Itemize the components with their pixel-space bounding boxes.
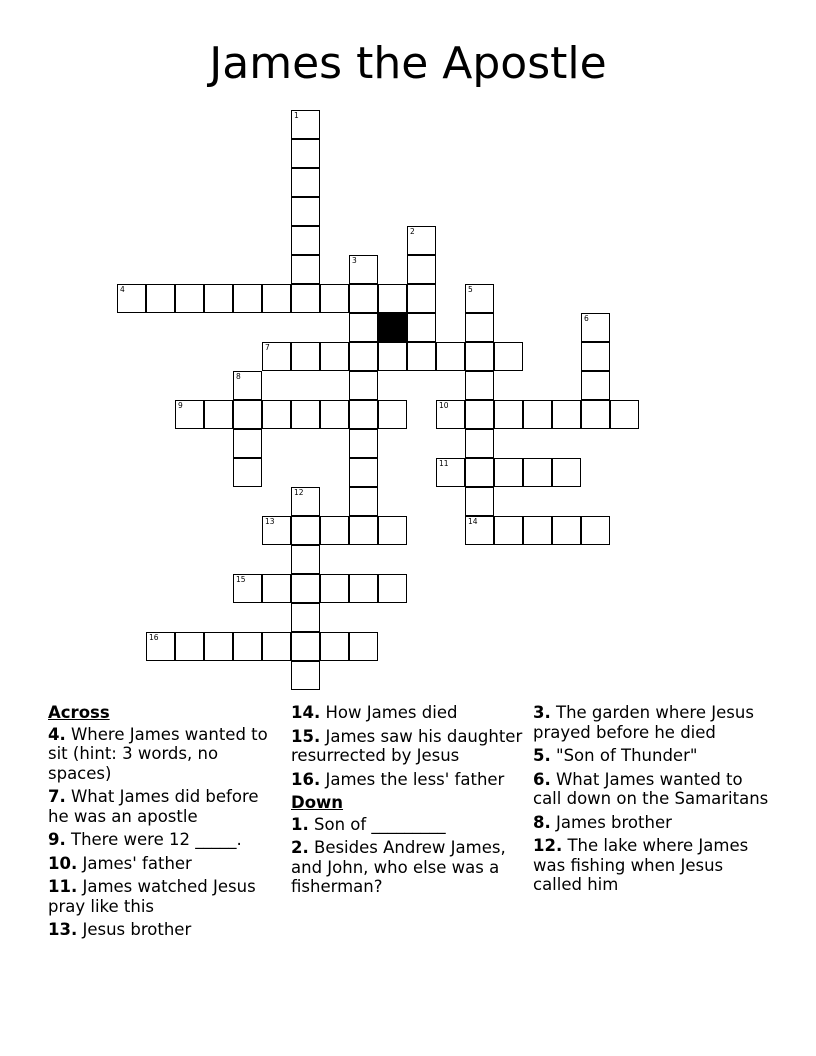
- grid-cell[interactable]: [349, 632, 378, 661]
- clues-column-1: [48, 703, 280, 944]
- across-clue-list: [48, 725, 280, 940]
- grid-cell[interactable]: [378, 342, 407, 371]
- grid-cell[interactable]: [349, 255, 378, 284]
- grid-cell[interactable]: [494, 516, 523, 545]
- grid-cell[interactable]: [320, 342, 349, 371]
- clue-item: [291, 815, 523, 835]
- grid-cell[interactable]: [204, 632, 233, 661]
- grid-cell[interactable]: [407, 284, 436, 313]
- grid-cell[interactable]: [146, 632, 175, 661]
- clue-text: Besides Andrew James, and John, who else was a fisherman?: [291, 838, 506, 896]
- grid-cell[interactable]: [465, 371, 494, 400]
- grid-cell[interactable]: [291, 284, 320, 313]
- clue-item: [48, 854, 280, 874]
- clue-text: James brother: [550, 812, 672, 832]
- grid-cell[interactable]: [378, 516, 407, 545]
- down-clue-list: [291, 815, 523, 897]
- clue-item: [291, 838, 523, 897]
- grid-cell[interactable]: [465, 284, 494, 313]
- grid-cell[interactable]: [320, 632, 349, 661]
- grid-cell[interactable]: [291, 342, 320, 371]
- grid-cell[interactable]: [407, 313, 436, 342]
- grid-block-cell: [378, 313, 407, 342]
- grid-cell[interactable]: [291, 400, 320, 429]
- grid-cell[interactable]: [320, 284, 349, 313]
- grid-cell[interactable]: [320, 516, 349, 545]
- grid-cell[interactable]: [610, 400, 639, 429]
- grid-cell[interactable]: [436, 458, 465, 487]
- clue-number: 1: [294, 111, 299, 120]
- grid-cell[interactable]: [291, 574, 320, 603]
- grid-cell[interactable]: [407, 342, 436, 371]
- clue-number: 2: [410, 227, 415, 236]
- grid-cell[interactable]: [552, 400, 581, 429]
- clue-text: How James died: [320, 703, 458, 722]
- grid-cell[interactable]: [233, 632, 262, 661]
- grid-cell[interactable]: [320, 574, 349, 603]
- clue-number-label: 5.: [533, 746, 551, 765]
- grid-cell[interactable]: [581, 313, 610, 342]
- clue-item: [291, 727, 523, 766]
- across-heading: Across: [48, 703, 110, 722]
- grid-cell[interactable]: [233, 371, 262, 400]
- clue-number: 10: [439, 401, 449, 410]
- grid-cell[interactable]: [552, 516, 581, 545]
- clue-text: "Son of Thunder": [550, 746, 698, 765]
- clue-number-label: 9.: [48, 830, 66, 849]
- clue-item: [48, 830, 280, 850]
- grid-cell[interactable]: [494, 342, 523, 371]
- clue-item: [48, 877, 280, 916]
- grid-cell[interactable]: [262, 516, 291, 545]
- clue-number: 4: [120, 285, 125, 294]
- grid-cell[interactable]: [349, 284, 378, 313]
- clue-number-label: 13.: [48, 920, 78, 939]
- grid-cell[interactable]: [581, 516, 610, 545]
- grid-cell[interactable]: [465, 342, 494, 371]
- grid-cell[interactable]: [233, 284, 262, 313]
- down-heading: Down: [291, 793, 344, 812]
- across-clue-list-continued: [291, 703, 523, 789]
- clue-item: [533, 770, 773, 809]
- grid-cell[interactable]: [233, 429, 262, 458]
- grid-cell[interactable]: [349, 574, 378, 603]
- clue-item: [48, 725, 280, 784]
- clue-item: [291, 770, 523, 790]
- grid-cell[interactable]: [262, 284, 291, 313]
- grid-cell[interactable]: [349, 342, 378, 371]
- grid-cell[interactable]: [465, 458, 494, 487]
- clue-item: [48, 787, 280, 826]
- grid-cell[interactable]: [233, 574, 262, 603]
- grid-cell[interactable]: [465, 516, 494, 545]
- clue-item: [291, 703, 523, 723]
- clue-number: 11: [439, 459, 449, 468]
- clue-number: 7: [265, 343, 270, 352]
- clue-number-label: 12.: [533, 836, 563, 855]
- grid-cell[interactable]: [523, 516, 552, 545]
- grid-cell[interactable]: [233, 400, 262, 429]
- grid-cell[interactable]: [349, 516, 378, 545]
- grid-cell[interactable]: [262, 400, 291, 429]
- grid-cell[interactable]: [291, 168, 320, 197]
- grid-cell[interactable]: [291, 516, 320, 545]
- clue-number-label: 16.: [291, 769, 321, 789]
- down-clue-list-continued: [533, 703, 773, 895]
- grid-cell[interactable]: [204, 400, 233, 429]
- clue-item: [533, 836, 773, 895]
- grid-cell[interactable]: [146, 284, 175, 313]
- clue-number: 8: [236, 372, 241, 381]
- clue-number: 12: [294, 488, 304, 497]
- clue-number-label: 7.: [48, 787, 66, 806]
- clue-number: 3: [352, 256, 357, 265]
- clue-text: Jesus brother: [77, 920, 192, 939]
- clue-number-label: 11.: [48, 877, 78, 896]
- grid-cell[interactable]: [291, 139, 320, 168]
- clue-number-label: 10.: [48, 853, 78, 873]
- clue-number: 6: [584, 314, 589, 323]
- grid-cell[interactable]: [262, 574, 291, 603]
- clue-number-label: 4.: [48, 724, 66, 744]
- grid-cell[interactable]: [233, 458, 262, 487]
- clue-number: 5: [468, 285, 473, 294]
- grid-cell[interactable]: [117, 284, 146, 313]
- grid-cell[interactable]: [291, 487, 320, 516]
- clue-text: Son of _________: [308, 814, 446, 834]
- clue-text: What James wanted to call down on the Samaritans: [533, 769, 769, 808]
- grid-cell[interactable]: [291, 545, 320, 574]
- grid-cell[interactable]: [523, 458, 552, 487]
- clue-number-label: 2.: [291, 838, 309, 857]
- clue-number-label: 1.: [291, 814, 309, 834]
- clue-item: [533, 746, 773, 766]
- grid-cell[interactable]: [349, 429, 378, 458]
- clue-text: James the less' father: [320, 769, 505, 789]
- clue-text: What James did before he was an apostle: [48, 787, 259, 826]
- grid-cell[interactable]: [436, 342, 465, 371]
- clue-item: [48, 920, 280, 940]
- clue-text: James' father: [77, 853, 192, 873]
- grid-cell[interactable]: [378, 400, 407, 429]
- grid-cell[interactable]: [204, 284, 233, 313]
- clues-column-3: [533, 703, 773, 899]
- grid-cell[interactable]: [175, 400, 204, 429]
- grid-cell[interactable]: [581, 342, 610, 371]
- clue-item: [533, 703, 773, 742]
- grid-cell[interactable]: [291, 661, 320, 690]
- clue-number: 16: [149, 633, 159, 642]
- grid-cell[interactable]: [465, 400, 494, 429]
- clue-text: The garden where Jesus prayed before he died: [533, 703, 754, 742]
- clue-item: [533, 813, 773, 833]
- grid-cell[interactable]: [349, 400, 378, 429]
- grid-cell[interactable]: [552, 458, 581, 487]
- clue-text: James watched Jesus pray like this: [48, 877, 256, 916]
- clue-number-label: 6.: [533, 769, 551, 789]
- grid-cell[interactable]: [465, 487, 494, 516]
- grid-cell[interactable]: [175, 632, 204, 661]
- grid-cell[interactable]: [349, 487, 378, 516]
- clue-number-label: 14.: [291, 703, 321, 722]
- grid-cell[interactable]: [291, 632, 320, 661]
- grid-cell[interactable]: [175, 284, 204, 313]
- grid-cell[interactable]: [291, 197, 320, 226]
- grid-cell[interactable]: [581, 400, 610, 429]
- page-title: James the Apostle: [209, 38, 607, 89]
- grid-cell[interactable]: [349, 313, 378, 342]
- clue-number-label: 15.: [291, 726, 321, 746]
- grid-cell[interactable]: [378, 574, 407, 603]
- grid-cell[interactable]: [349, 371, 378, 400]
- grid-cell[interactable]: [494, 400, 523, 429]
- grid-cell[interactable]: [291, 255, 320, 284]
- grid-cell[interactable]: [378, 284, 407, 313]
- grid-cell[interactable]: [494, 458, 523, 487]
- grid-cell[interactable]: [436, 400, 465, 429]
- clue-number: 15: [236, 575, 246, 584]
- grid-cell[interactable]: [320, 400, 349, 429]
- clue-number: 9: [178, 401, 183, 410]
- grid-cell[interactable]: [581, 371, 610, 400]
- grid-cell[interactable]: [465, 313, 494, 342]
- grid-cell[interactable]: [407, 255, 436, 284]
- grid-cell[interactable]: [262, 632, 291, 661]
- grid-cell[interactable]: [407, 226, 436, 255]
- grid-cell[interactable]: [291, 603, 320, 632]
- clue-number-label: 3.: [533, 703, 551, 722]
- grid-cell[interactable]: [465, 429, 494, 458]
- clue-number-label: 8.: [533, 812, 551, 832]
- grid-cell[interactable]: [291, 110, 320, 139]
- clue-text: Where James wanted to sit (hint: 3 words, no spaces): [48, 724, 268, 783]
- grid-cell[interactable]: [291, 226, 320, 255]
- grid-cell[interactable]: [262, 342, 291, 371]
- clue-number: 14: [468, 517, 478, 526]
- clues-column-2: [291, 703, 523, 901]
- clue-number: 13: [265, 517, 275, 526]
- grid-cell[interactable]: [523, 400, 552, 429]
- grid-cell[interactable]: [349, 458, 378, 487]
- clue-text: There were 12 _____.: [65, 830, 242, 849]
- clue-text: James saw his daughter resurrected by Jesus: [291, 726, 523, 765]
- clue-text: The lake where James was fishing when Jesus called him: [533, 836, 749, 894]
